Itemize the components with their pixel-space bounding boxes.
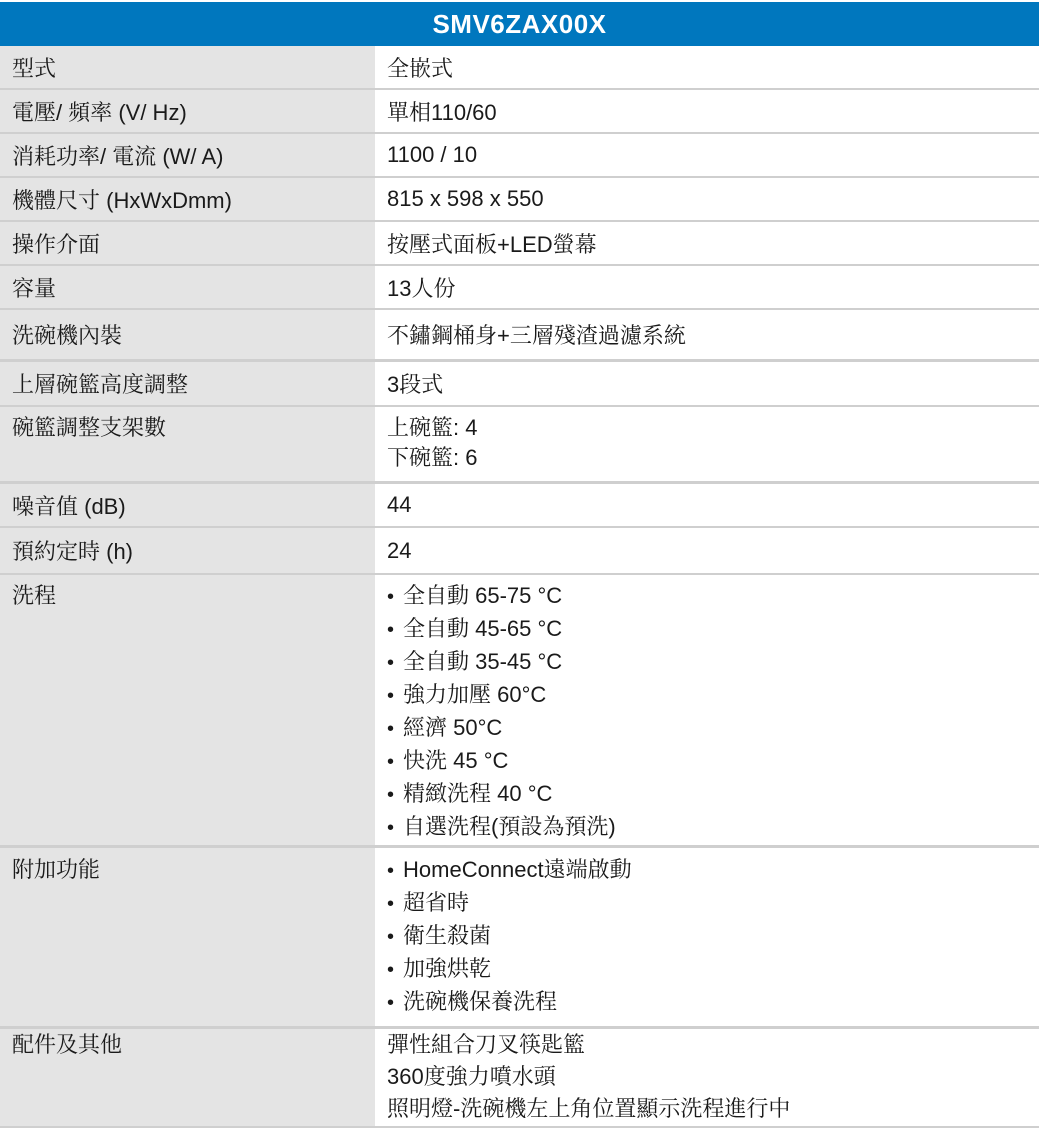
spec-value-line: 上碗籃: 4 xyxy=(387,415,478,440)
spec-list-item xyxy=(387,679,1039,712)
bullet-icon: • xyxy=(387,652,395,674)
spec-list-item-text: HomeConnect遠端啟動 xyxy=(403,857,632,882)
bullet-icon: • xyxy=(387,586,395,608)
spec-value: 44 xyxy=(375,484,1039,526)
spec-value: 815 x 598 x 550 xyxy=(375,178,1039,220)
bullet-icon: • xyxy=(387,992,395,1014)
spec-label: 洗程 xyxy=(0,575,375,845)
spec-row-voltage-frequency xyxy=(0,90,1039,134)
spec-row-type xyxy=(0,46,1039,90)
spec-row-control-panel xyxy=(0,222,1039,266)
spec-label: 附加功能 xyxy=(0,848,375,1026)
spec-list-item xyxy=(387,887,1039,920)
spec-list-item xyxy=(387,920,1039,953)
spec-row-power-current xyxy=(0,134,1039,178)
bullet-icon: • xyxy=(387,685,395,707)
bullet-icon: • xyxy=(387,959,395,981)
spec-value xyxy=(375,848,1039,1026)
spec-list-item-text: 全自動 45-65 °C xyxy=(403,616,563,641)
spec-list-item-text: 全自動 35-45 °C xyxy=(403,649,563,674)
spec-list-item-text: 加強烘乾 xyxy=(403,956,492,981)
spec-list-item xyxy=(387,986,1039,1019)
spec-label: 預約定時 (h) xyxy=(0,528,375,573)
bullet-icon: • xyxy=(387,893,395,915)
spec-list-item-text: 超省時 xyxy=(403,890,470,915)
spec-value: 13人份 xyxy=(375,266,1039,308)
spec-value xyxy=(375,1029,1039,1126)
spec-value-line: 下碗籃: 6 xyxy=(387,445,478,470)
bullet-icon: • xyxy=(387,718,395,740)
model-header-bar xyxy=(0,2,1039,46)
spec-row-extra-functions xyxy=(0,848,1039,1029)
spec-row-basket-rack-count xyxy=(0,407,1039,484)
spec-value: 不鏽鋼桶身+三層殘渣過濾系統 xyxy=(375,310,1039,359)
spec-value: 全嵌式 xyxy=(375,46,1039,88)
spec-value: 3段式 xyxy=(375,362,1039,405)
spec-row-delay-timer xyxy=(0,528,1039,575)
spec-row-interior xyxy=(0,310,1039,362)
spec-label: 上層碗籃高度調整 xyxy=(0,362,375,405)
spec-label: 配件及其他 xyxy=(0,1029,375,1126)
spec-label: 碗籃調整支架數 xyxy=(0,407,375,481)
spec-list-item xyxy=(387,580,1039,613)
spec-row-capacity xyxy=(0,266,1039,310)
spec-list-item-text: 全自動 65-75 °C xyxy=(403,583,563,608)
bullet-icon: • xyxy=(387,751,395,773)
spec-value: 按壓式面板+LED螢幕 xyxy=(375,222,1039,264)
spec-value: 1100 / 10 xyxy=(375,134,1039,176)
bullet-icon: • xyxy=(387,926,395,948)
spec-label: 機體尺寸 (HxWxDmm) xyxy=(0,178,375,220)
bullet-icon: • xyxy=(387,784,395,806)
spec-list-item-text: 洗碗機保養洗程 xyxy=(403,989,558,1014)
spec-label: 型式 xyxy=(0,46,375,88)
spec-row-dimensions xyxy=(0,178,1039,222)
spec-row-noise xyxy=(0,484,1039,528)
bullet-icon: • xyxy=(387,860,395,882)
spec-list-item-text: 自選洗程(預設為預洗) xyxy=(403,814,616,839)
bullet-icon: • xyxy=(387,619,395,641)
spec-value: 24 xyxy=(375,528,1039,573)
spec-value: 單相110/60 xyxy=(375,90,1039,132)
spec-row-upper-basket-height xyxy=(0,362,1039,407)
spec-label: 操作介面 xyxy=(0,222,375,264)
spec-list-item-text: 精緻洗程 40 °C xyxy=(403,781,553,806)
spec-label: 洗碗機內裝 xyxy=(0,310,375,359)
spec-row-accessories xyxy=(0,1029,1039,1128)
spec-value xyxy=(375,575,1039,845)
spec-label: 噪音值 (dB) xyxy=(0,484,375,526)
spec-list-item xyxy=(387,745,1039,778)
bullet-icon: • xyxy=(387,817,395,839)
spec-list-item xyxy=(387,953,1039,986)
spec-list-item xyxy=(387,811,1039,844)
model-number: SMV6ZAX00X xyxy=(432,8,607,39)
spec-list-item xyxy=(387,778,1039,811)
spec-list-item-text: 快洗 45 °C xyxy=(403,748,509,773)
spec-value xyxy=(375,407,1039,481)
spec-label: 容量 xyxy=(0,266,375,308)
spec-value-line: 360度強力噴水頭 xyxy=(387,1064,556,1089)
spec-list-item-text: 經濟 50°C xyxy=(403,715,503,740)
spec-value-line: 彈性組合刀叉筷匙籃 xyxy=(387,1032,586,1057)
spec-value-line: 照明燈-洗碗機左上角位置顯示洗程進行中 xyxy=(387,1096,791,1121)
spec-list-item xyxy=(387,646,1039,679)
spec-list-item xyxy=(387,712,1039,745)
spec-list-item-text: 衛生殺菌 xyxy=(403,923,492,948)
spec-list-item xyxy=(387,854,1039,887)
spec-row-programs xyxy=(0,575,1039,848)
spec-label: 電壓/ 頻率 (V/ Hz) xyxy=(0,90,375,132)
spec-list-item xyxy=(387,613,1039,646)
spec-list-item-text: 強力加壓 60°C xyxy=(403,682,547,707)
spec-label: 消耗功率/ 電流 (W/ A) xyxy=(0,134,375,176)
